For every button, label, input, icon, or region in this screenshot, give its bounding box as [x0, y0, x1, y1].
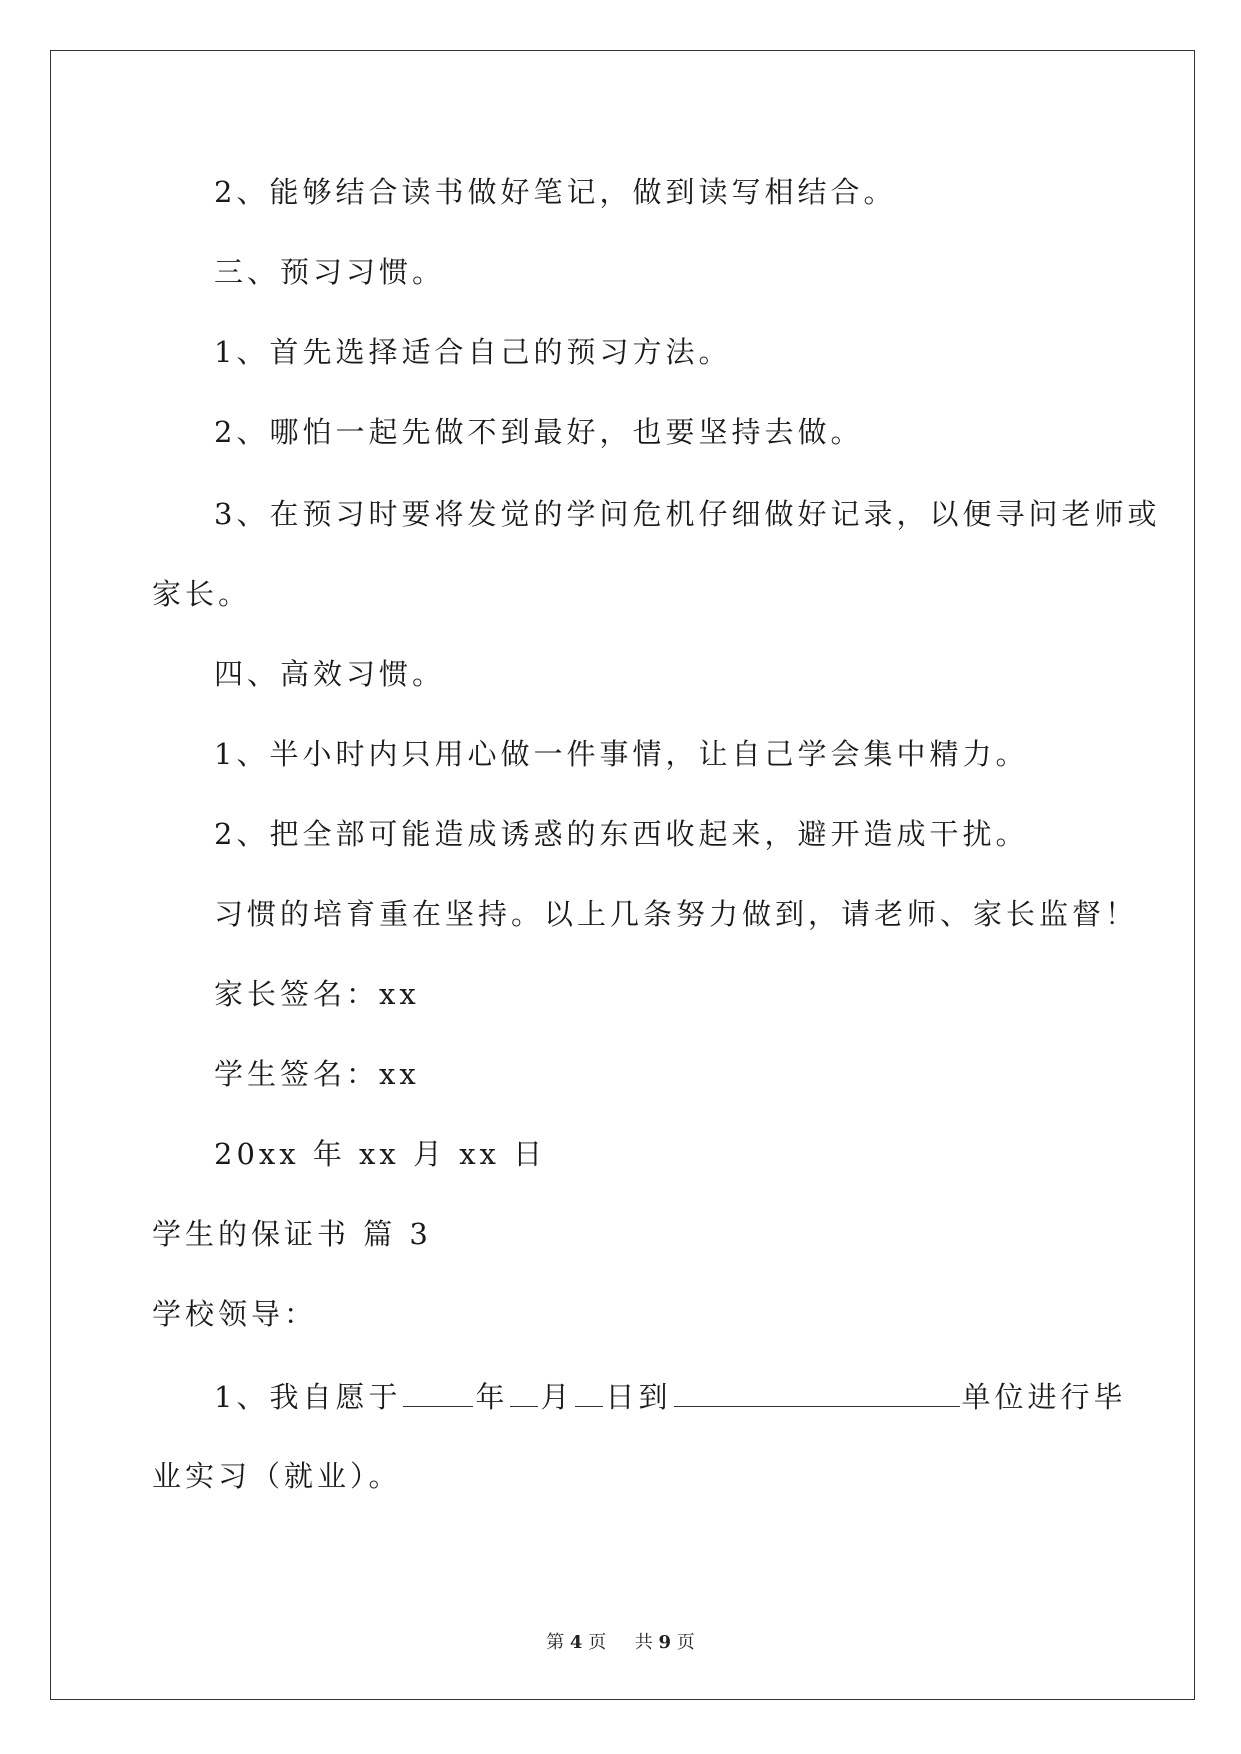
footer-page-number: 4 — [569, 1632, 583, 1653]
footer-page-prefix: 第 — [546, 1632, 565, 1653]
fill-line-month-label: 月 — [540, 1380, 574, 1414]
footer-total-prefix: 共 — [634, 1632, 653, 1653]
unit-blank — [674, 1376, 960, 1407]
paragraph-note-taking: 2、能够结合读书做好笔记，做到读写相结合。 — [214, 175, 897, 209]
paragraph-record-problems-cont: 家长。 — [152, 577, 252, 611]
month-blank — [510, 1376, 538, 1407]
section-heading-preview: 三、预习习惯。 — [214, 255, 446, 289]
footer-total-number: 9 — [658, 1632, 672, 1653]
salutation: 学校领导： — [152, 1297, 318, 1331]
paragraph-avoid-distraction: 2、把全部可能造成诱惑的东西收起来，避开造成干扰。 — [214, 817, 1029, 851]
fill-line-year-label: 年 — [475, 1380, 509, 1414]
page-footer — [0, 1628, 1241, 1654]
internship-fill-line-cont: 业实习（就业）。 — [152, 1459, 402, 1493]
fill-line-day-label: 日到 — [605, 1380, 672, 1414]
year-blank — [403, 1376, 473, 1407]
parent-signature: 家长签名：xx — [214, 977, 420, 1011]
paragraph-focus: 1、半小时内只用心做一件事情，让自己学会集中精力。 — [214, 737, 1029, 771]
footer-total-suffix: 页 — [676, 1632, 695, 1653]
internship-fill-line — [214, 1376, 1154, 1417]
footer-page-suffix: 页 — [588, 1632, 607, 1653]
day-blank — [575, 1376, 603, 1407]
paragraph-habit-summary: 习惯的培育重在坚持。以上几条努力做到，请老师、家长监督！ — [214, 897, 1139, 931]
paragraph-record-problems: 3、在预习时要将发觉的学问危机仔细做好记录，以便寻问老师或 — [214, 497, 1161, 531]
paragraph-persist: 2、哪怕一起先做不到最好，也要坚持去做。 — [214, 415, 864, 449]
signature-date: 20xx 年 xx 月 xx 日 — [214, 1137, 547, 1171]
page-border — [50, 50, 1195, 1700]
student-signature: 学生签名：xx — [214, 1057, 420, 1091]
section-title-pledge-3: 学生的保证书 篇 3 — [152, 1217, 432, 1251]
fill-line-prefix: 1、我自愿于 — [214, 1380, 402, 1414]
paragraph-preview-method: 1、首先选择适合自己的预习方法。 — [214, 335, 732, 369]
fill-line-suffix: 单位进行毕 — [961, 1380, 1127, 1414]
section-heading-efficiency: 四、高效习惯。 — [214, 657, 446, 691]
